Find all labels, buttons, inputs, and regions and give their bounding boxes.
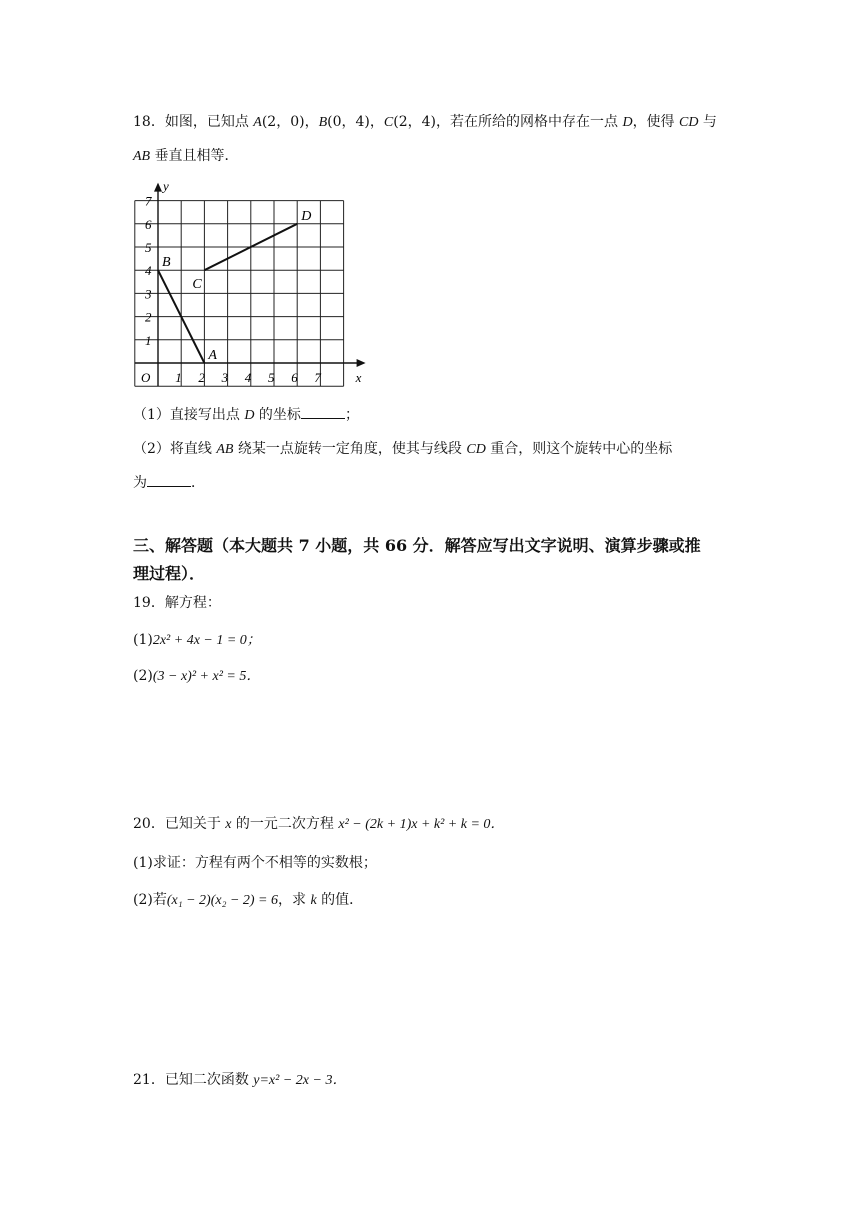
q20-intro: 20．已知关于 x 的一元二次方程 x² − (2k + 1)x + k² + k = 0． [133, 816, 505, 832]
point-label-D: D [301, 208, 312, 224]
origin-label: O [141, 370, 151, 385]
q19-part2: (2)(3 − x)² + x² = 5． [133, 668, 261, 684]
q20-part2: (2)若(x₁ − 2)(x₂ − 2) = 6，求 k 的值． [133, 892, 364, 908]
q18-line2: AB 垂直且相等． [133, 148, 239, 164]
x-tick-label: 2 [198, 370, 205, 385]
q18-sub2-line2: 为 ． [133, 472, 205, 493]
y-tick-label: 7 [145, 193, 152, 209]
y-tick-label: 6 [145, 216, 152, 232]
y-tick-label: 3 [145, 286, 152, 302]
y-tick-label: 5 [145, 240, 152, 255]
q19-part1: (1)2x² + 4x − 1 = 0； [133, 632, 261, 648]
y-tick-label: 1 [145, 332, 152, 348]
x-tick-label: 5 [268, 370, 275, 385]
q18-sub2: （2）将直线 AB 绕某一点旋转一定角度，使其与线段 CD 重合，则这个旋转中心的坐标 [133, 441, 673, 457]
q19-title: 19．解方程： [133, 595, 221, 611]
y-axis-label: y [163, 178, 169, 194]
point-label-A: A [208, 348, 217, 363]
x-tick-label: 1 [175, 370, 182, 385]
y-axis-arrow [154, 183, 162, 192]
grid-lines [135, 201, 344, 387]
axes [135, 183, 366, 387]
answer-blank-1[interactable] [301, 404, 345, 419]
x-axis-label: x [355, 370, 362, 385]
q21-intro: 21．已知二次函数 y=x² − 2x − 3． [133, 1072, 347, 1088]
point-label-B: B [162, 255, 171, 271]
section3-title: 三、解答题（本大题共 7 小题，共 66 分．解答应写出文字说明、演算步骤或推 [133, 536, 701, 555]
y-tick-label: 4 [145, 263, 152, 279]
point-label-C: C [192, 277, 202, 293]
y-tick-label: 2 [145, 309, 152, 325]
section3-title-line2: 理过程）． [133, 564, 206, 583]
x-tick-label: 7 [314, 370, 321, 385]
x-axis-arrow [357, 359, 366, 367]
q18-line1: 18．如图，已知点 A(2，0)，B(0，4)，C(2，4)，若在所给的网格中存在一点 D，使得 CD 与 [133, 114, 717, 130]
x-tick-label: 4 [244, 370, 252, 385]
x-tick-label: 3 [221, 370, 229, 385]
coordinate-grid-figure [128, 178, 362, 388]
q20-part1: (1)求证：方程有两个不相等的实数根； [133, 855, 377, 871]
x-tick-label: 6 [291, 370, 298, 385]
answer-blank-2[interactable] [147, 472, 191, 487]
q18-sub1: （1）直接写出点 D 的坐标 ； [133, 404, 359, 426]
